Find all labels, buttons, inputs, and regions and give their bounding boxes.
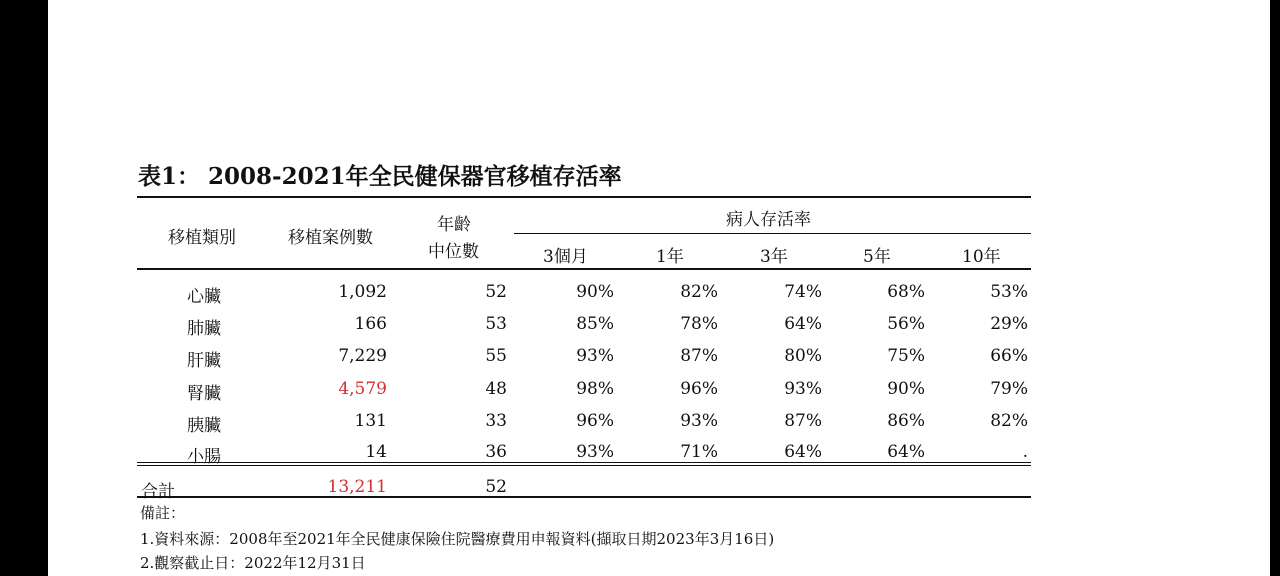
row-3-cases: 7,229 [338,346,387,366]
row-6-rate-3m: 93% [576,442,614,462]
row-5-type: 胰臟 [187,416,221,436]
total-label: 合計 [141,482,175,502]
header-survival-group: 病人存活率 [726,210,811,230]
row-4-age: 48 [485,379,507,399]
row-1-cases: 1,092 [338,282,387,302]
row-2-age: 53 [485,314,507,334]
row-5-rate-1y: 93% [680,411,718,431]
row-4-rate-10y: 79% [990,379,1028,399]
row-2-type: 肺臟 [187,319,221,339]
body-bottom-rule-1 [137,462,1031,463]
row-2-rate-5y: 56% [887,314,925,334]
row-6-type: 小腸 [187,447,221,467]
left-black-bar [0,0,48,576]
row-4-rate-3m: 98% [576,379,614,399]
header-age-line2: 中位數 [428,242,479,262]
total-age: 52 [485,477,507,497]
row-3-rate-3m: 93% [576,346,614,366]
row-6-rate-3y: 64% [784,442,822,462]
survival-group-rule [514,233,1031,234]
row-6-rate-10y: . [1022,442,1028,462]
row-3-rate-5y: 75% [887,346,925,366]
note-source: 1.資料來源：2008年至2021年全民健康保險住院醫療費用申報資料(擷取日期2023年3月16日) [140,530,775,548]
note-cutoff: 2.觀察截止日：2022年12月31日 [140,554,366,572]
header-period-5y: 5年 [863,247,891,267]
header-type: 移植類別 [168,228,236,248]
top-rule [137,196,1031,198]
row-5-rate-3m: 96% [576,411,614,431]
row-4-rate-1y: 96% [680,379,718,399]
row-5-rate-5y: 86% [887,411,925,431]
row-1-rate-5y: 68% [887,282,925,302]
header-period-1y: 1年 [656,247,684,267]
row-4-rate-5y: 90% [887,379,925,399]
header-period-3m: 3個月 [543,247,588,267]
row-1-rate-1y: 82% [680,282,718,302]
row-1-rate-3y: 74% [784,282,822,302]
row-5-age: 33 [485,411,507,431]
row-3-rate-3y: 80% [784,346,822,366]
row-4-cases: 4,579 [338,379,387,399]
total-cases: 13,211 [327,477,387,497]
row-2-rate-1y: 78% [680,314,718,334]
header-period-3y: 3年 [760,247,788,267]
row-1-rate-3m: 90% [576,282,614,302]
row-2-rate-10y: 29% [990,314,1028,334]
row-2-cases: 166 [354,314,387,334]
note-heading: 備註： [140,504,186,522]
header-age-line1: 年齡 [437,215,471,235]
row-4-rate-3y: 93% [784,379,822,399]
row-5-rate-10y: 82% [990,411,1028,431]
header-period-10y: 10年 [962,247,1001,267]
row-3-age: 55 [485,346,507,366]
row-2-rate-3y: 64% [784,314,822,334]
right-black-bar [1270,0,1280,576]
row-6-rate-5y: 64% [887,442,925,462]
header-cases: 移植案例數 [288,228,373,248]
row-2-rate-3m: 85% [576,314,614,334]
row-1-age: 52 [485,282,507,302]
row-1-rate-10y: 53% [990,282,1028,302]
row-3-rate-10y: 66% [990,346,1028,366]
row-4-type: 腎臟 [187,384,221,404]
row-3-rate-1y: 87% [680,346,718,366]
row-3-type: 肝臟 [187,351,221,371]
row-6-rate-1y: 71% [680,442,718,462]
body-bottom-rule-2 [137,465,1031,466]
row-5-cases: 131 [354,411,387,431]
table-title: 表1： 2008-2021年全民健保器官移植存活率 [138,163,622,190]
row-5-rate-3y: 87% [784,411,822,431]
row-6-age: 36 [485,442,507,462]
row-1-type: 心臟 [187,287,221,307]
table-bottom-rule [137,496,1031,498]
header-bottom-rule [137,268,1031,270]
row-6-cases: 14 [365,442,387,462]
